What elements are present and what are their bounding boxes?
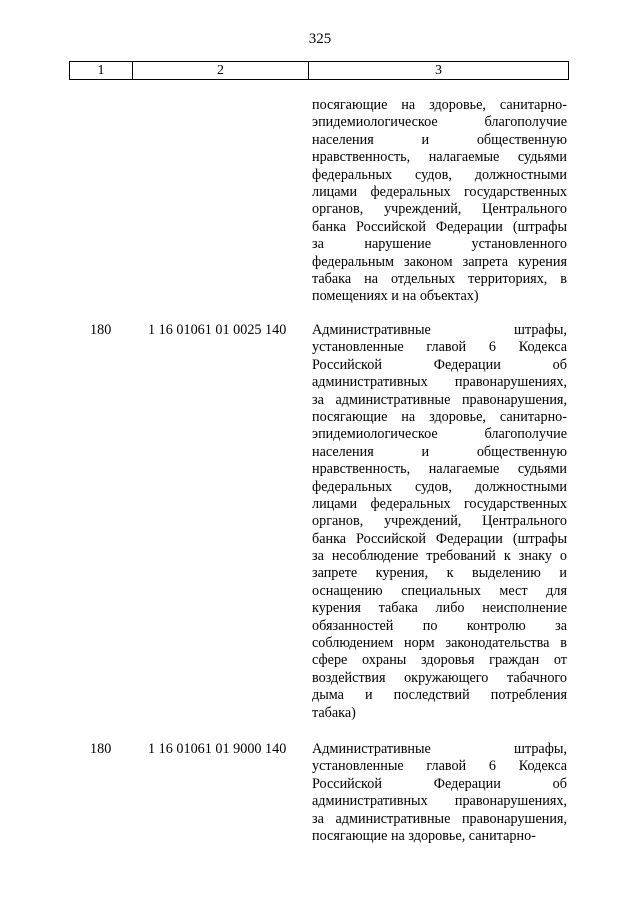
description-line: населения и общественную [312, 443, 567, 460]
description-line: за несоблюдение требований к знаку о [312, 548, 567, 565]
description-line: федеральных судов, должностными [312, 478, 567, 495]
revenue-description [312, 97, 567, 306]
description-line: за административные правонарушения, [312, 810, 567, 827]
description-line: сфере охраны здоровья граждан от [312, 652, 567, 669]
description-line: банка Российской Федерации (штрафы [312, 530, 567, 547]
description-line: банка Российской Федерации (штрафы [312, 218, 567, 235]
column-header-3: 3 [435, 63, 442, 78]
column-header-2: 2 [133, 62, 309, 79]
description-line: установленные главой 6 Кодекса [312, 339, 567, 356]
description-line: административных правонарушениях, [312, 374, 567, 391]
description-line: установленные главой 6 Кодекса [312, 758, 567, 775]
revenue-description [312, 322, 567, 722]
description-line: административных правонарушениях, [312, 793, 567, 810]
description-line: помещениях и на объектах) [312, 288, 479, 305]
description-line: оснащению специальных мест для [312, 582, 567, 599]
admin-code: 180 [90, 322, 112, 338]
description-line: за административные правонарушения, [312, 391, 567, 408]
description-line: населения и общественную [312, 131, 567, 148]
description-line: федеральным законом запрета курения [312, 253, 567, 270]
description-line: органов, учреждений, Центрального [312, 513, 567, 530]
description-line: запрете курения, к выделению и [312, 565, 567, 582]
description-line: Российской Федерации об [312, 356, 567, 373]
description-line: за нарушение установленного [312, 236, 567, 253]
description-line: курения табака либо неисполнение [312, 600, 567, 617]
description-line: Административные штрафы, [312, 741, 567, 757]
budget-classification-code: 1 16 01061 01 0025 140 [148, 322, 287, 338]
description-line: органов, учреждений, Центрального [312, 201, 567, 218]
revenue-description [312, 741, 567, 845]
description-line: нравственность, налагаемые судьями [312, 149, 567, 166]
budget-classification-code: 1 16 01061 01 9000 140 [148, 741, 287, 757]
description-line: обязанностей по контролю за [312, 617, 567, 634]
description-line: соблюдением норм законодательства в [312, 635, 567, 652]
admin-code: 180 [90, 741, 112, 757]
description-line: посягающие на здоровье, санитарно- [312, 827, 536, 844]
description-line: Российской Федерации об [312, 775, 567, 792]
description-line: лицами федеральных государственных [312, 183, 567, 200]
description-line: табака) [312, 704, 356, 721]
description-line: эпидемиологическое благополучие [312, 114, 567, 131]
description-line: лицами федеральных государственных [312, 495, 567, 512]
description-line: табака на отдельных территориях, в [312, 270, 567, 287]
description-line: нравственность, налагаемые судьями [312, 461, 567, 478]
description-line: посягающие на здоровье, санитарно- [312, 97, 567, 113]
description-line: Административные штрафы, [312, 322, 567, 338]
description-line: дыма и последствий потребления [312, 687, 567, 704]
table-column-header [69, 61, 569, 80]
description-line: воздействия окружающего табачного [312, 669, 567, 686]
page-number: 325 [308, 31, 332, 47]
description-line: посягающие на здоровье, санитарно- [312, 408, 567, 425]
description-line: эпидемиологическое благополучие [312, 426, 567, 443]
description-line: федеральных судов, должностными [312, 166, 567, 183]
column-header-1: 1 [70, 62, 133, 79]
